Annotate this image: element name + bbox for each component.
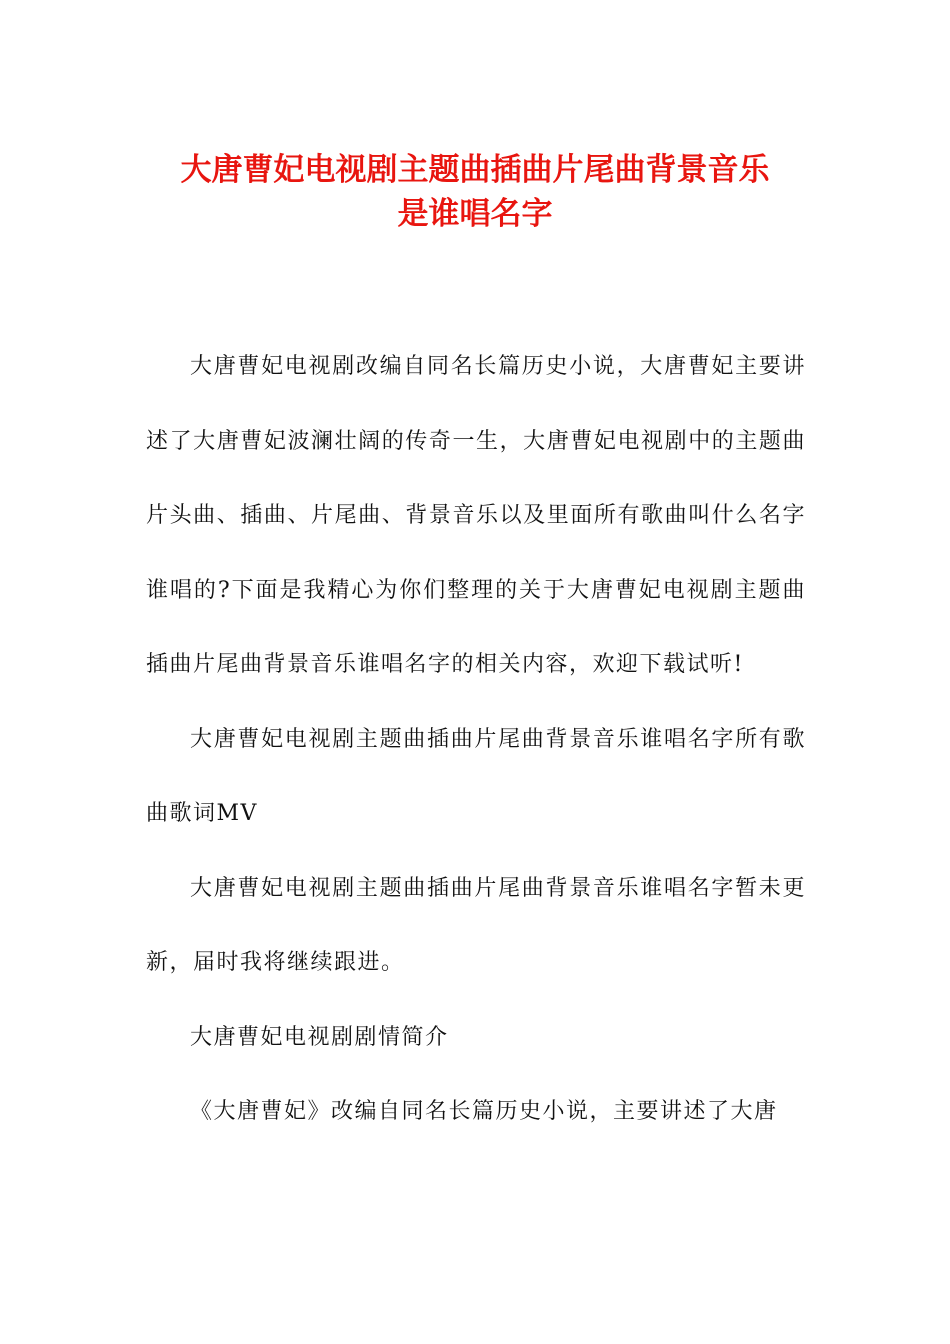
paragraph-synopsis-heading: 大唐曹妃电视剧剧情简介	[190, 1024, 449, 1050]
paragraph-intro: 大唐曹妃电视剧改编自同名长篇历史小说，大唐曹妃主要讲述了大唐曹妃波澜壮阔的传奇一生，大唐曹妃电视剧中的主题曲片头曲、插曲、片尾曲、背景音乐以及里面所有歌曲叫什么名字谁唱的?下面是我精心为你们整理的关于大唐曹妃电视剧主题曲插曲片尾曲背景音乐谁唱名字的相关内容，欢迎下载试听!	[146, 354, 806, 677]
paragraph-update-note: 大唐曹妃电视剧主题曲插曲片尾曲背景音乐谁唱名字暂未更新，届时我将继续跟进。	[146, 875, 806, 975]
paragraph-songs-heading: 大唐曹妃电视剧主题曲插曲片尾曲背景音乐谁唱名字所有歌曲歌词MV	[146, 726, 806, 826]
document-title	[0, 148, 950, 236]
document-body	[146, 330, 806, 1150]
paragraph-synopsis: 《大唐曹妃》改编自同名长篇历史小说，主要讲述了大唐	[190, 1099, 778, 1124]
title-line-1: 大唐曹妃电视剧主题曲插曲片尾曲背景音乐	[180, 152, 770, 188]
title-line-2: 是谁唱名字	[397, 196, 553, 232]
